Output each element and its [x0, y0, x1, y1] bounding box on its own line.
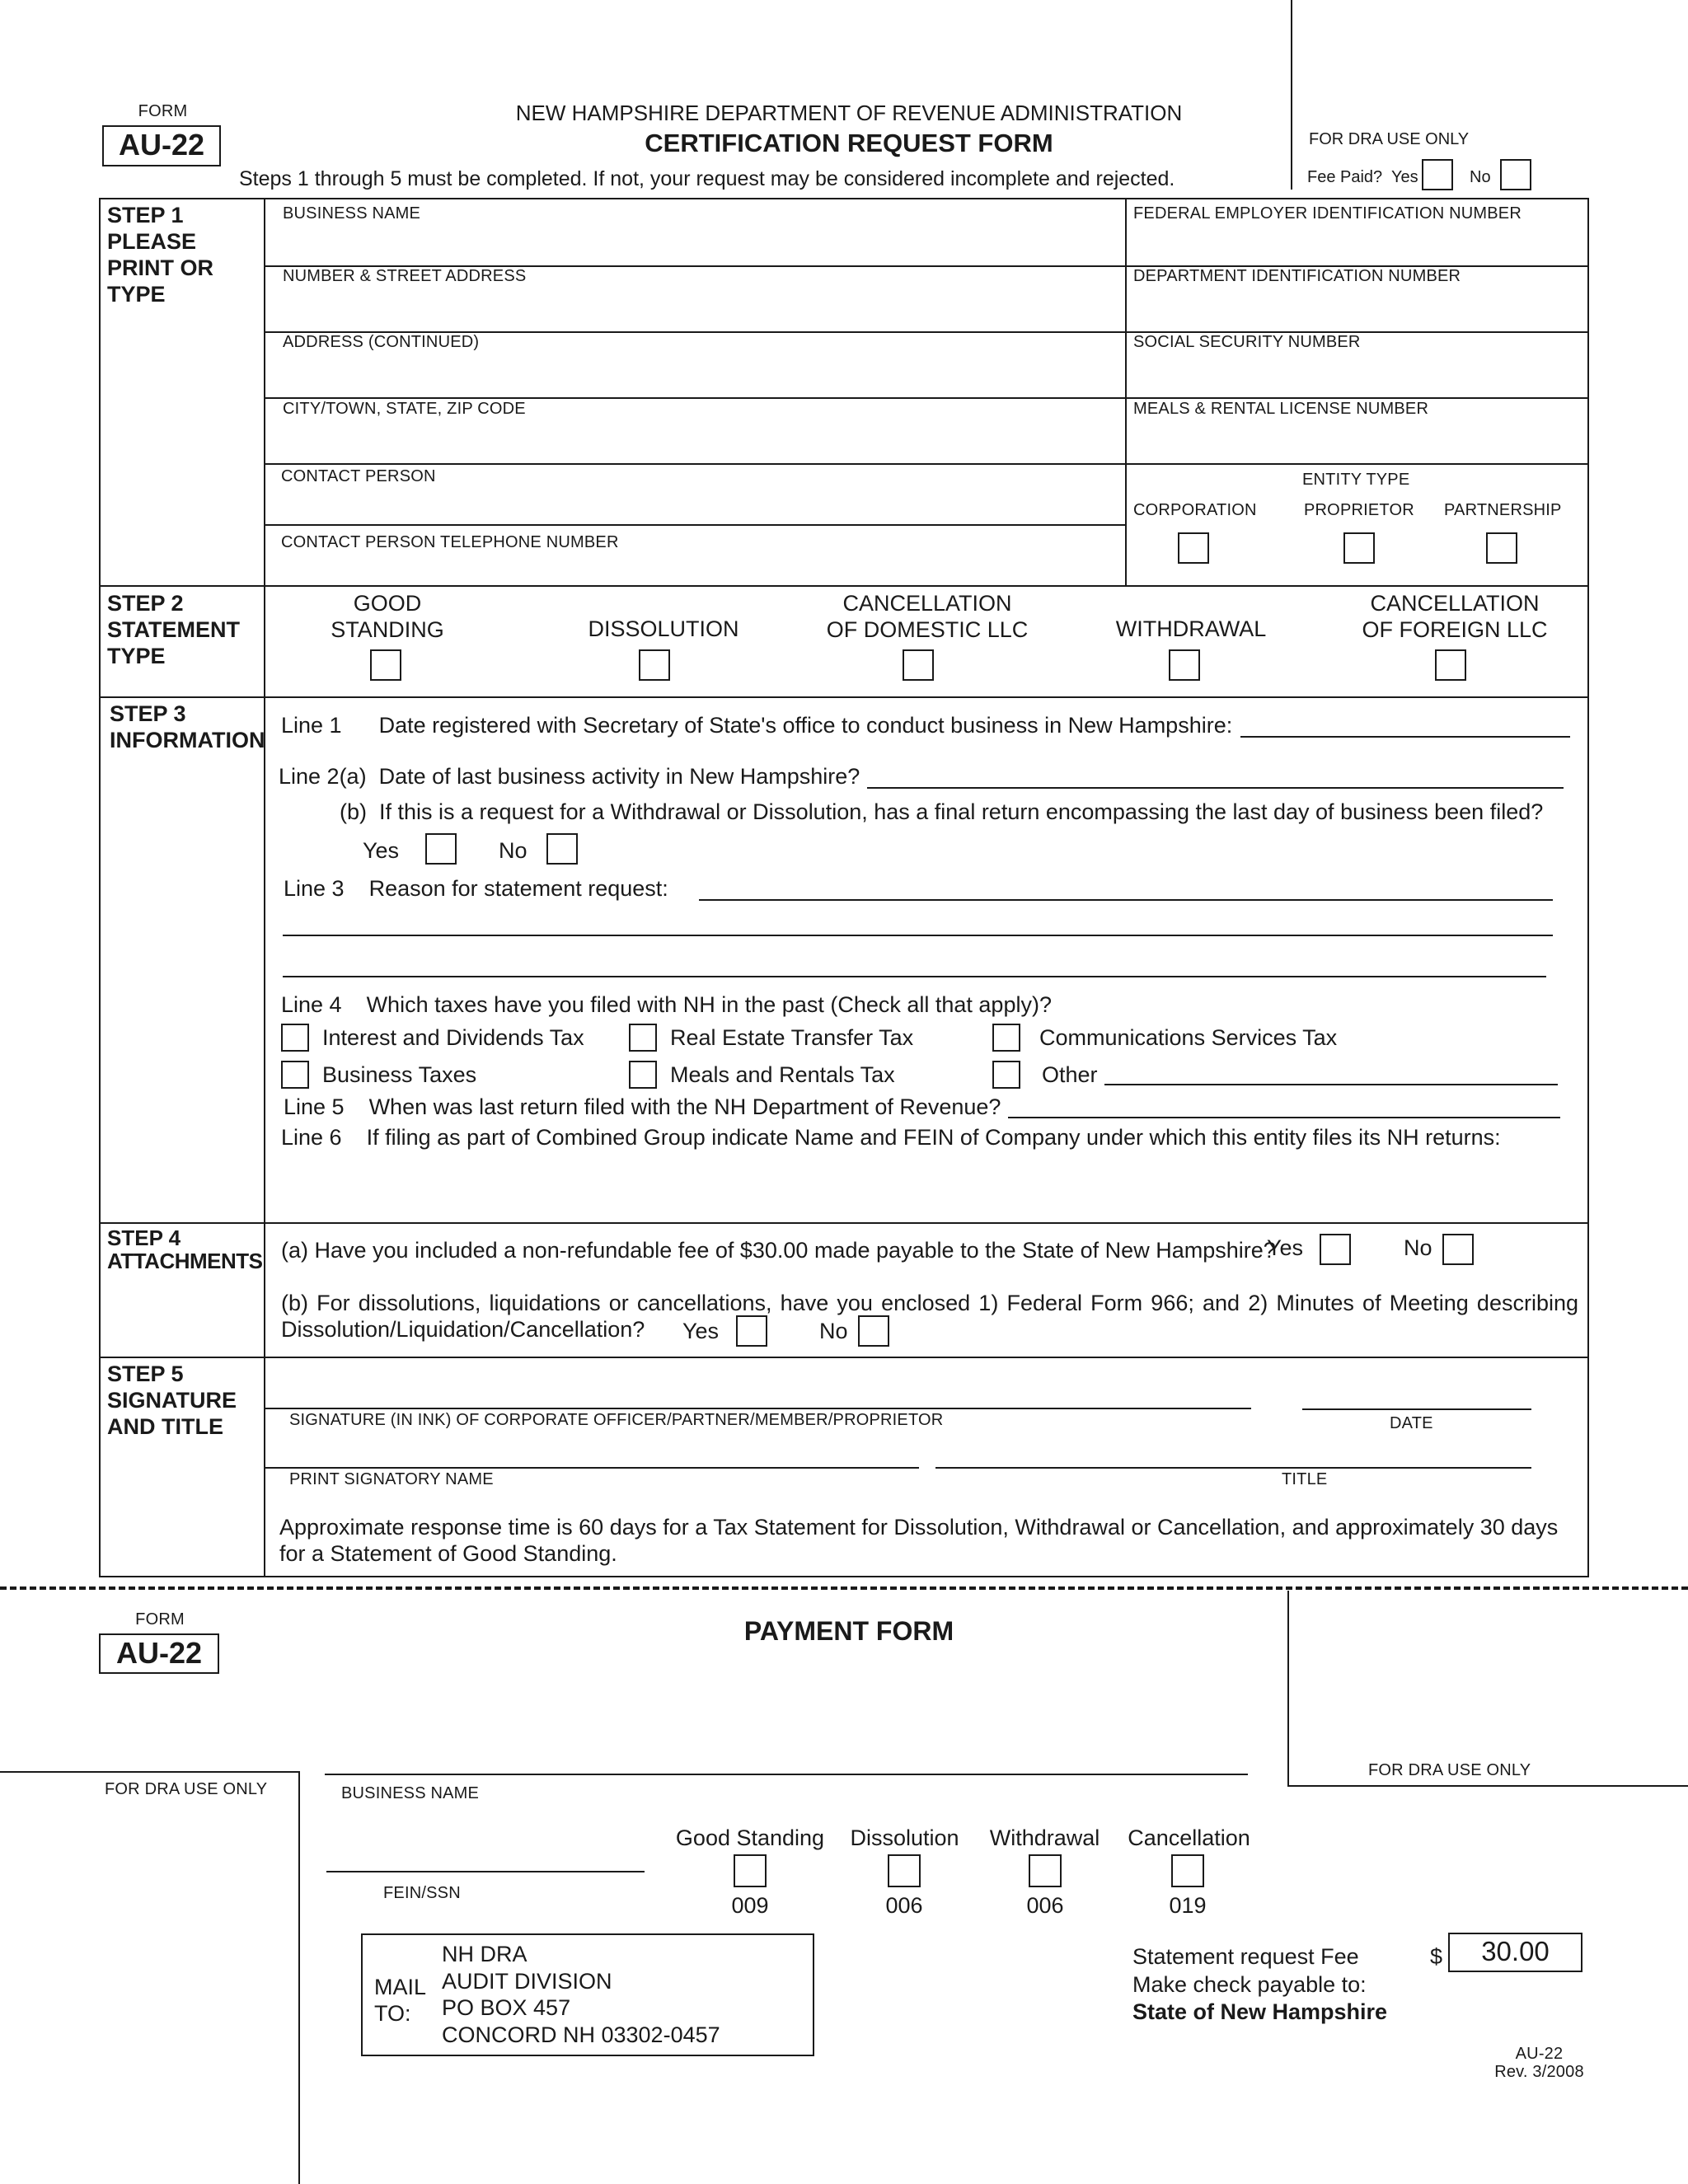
line2b-yes-label: Yes [363, 838, 400, 863]
dra-use-only: FOR DRA USE ONLY [1309, 130, 1470, 148]
line5-answer[interactable] [1008, 1117, 1560, 1118]
city-state-zip-field[interactable]: CITY/TOWN, STATE, ZIP CODE [283, 400, 526, 418]
line3-text: Line 3 Reason for statement request: [284, 876, 668, 901]
form-label: FORM [138, 102, 188, 120]
question-a-no-label: No [1404, 1235, 1432, 1260]
cancel-foreign-checkbox[interactable] [1435, 649, 1466, 681]
payment-option-cancellation-label: Cancellation [1128, 1825, 1250, 1850]
mail-to-label: MAIL TO: [374, 1975, 427, 2026]
fee-amount: 30.00 [1448, 1933, 1582, 1972]
step1-column-divider [1125, 198, 1127, 585]
withdrawal-label: WITHDRAWAL [1115, 616, 1267, 641]
tax-communications-label: Communications Services Tax [1039, 1025, 1338, 1050]
question-b-yes-checkbox[interactable] [736, 1315, 767, 1347]
step2-label: STEP 2 STATEMENT TYPE [107, 591, 240, 668]
address-continued-field[interactable]: ADDRESS (CONTINUED) [283, 333, 480, 351]
line3-answer-2[interactable] [283, 935, 1553, 936]
dissolution-checkbox[interactable] [639, 649, 670, 681]
partnership-checkbox[interactable] [1486, 532, 1517, 564]
left-dra-border-vertical [298, 1771, 300, 2184]
tax-other-answer[interactable] [1104, 1084, 1558, 1085]
tax-other-checkbox[interactable] [992, 1061, 1020, 1089]
line5-text: Line 5 When was last return filed with the NH Department of Revenue? [284, 1094, 1001, 1119]
tax-business-checkbox[interactable] [281, 1061, 309, 1089]
payment-option-withdrawal-checkbox[interactable] [1029, 1854, 1062, 1887]
corporation-label: CORPORATION [1133, 501, 1257, 519]
payment-dra-use-left: FOR DRA USE ONLY [105, 1780, 268, 1798]
withdrawal-checkbox[interactable] [1169, 649, 1200, 681]
good-standing-label: GOOD STANDING [331, 591, 444, 642]
proprietor-label: PROPRIETOR [1304, 501, 1414, 519]
cancel-foreign-label: CANCELLATION OF FOREIGN LLC [1362, 591, 1548, 642]
payment-dra-border-horizontal [1287, 1785, 1688, 1787]
payee-name: State of New Hampshire [1132, 1999, 1388, 2024]
question-b-yes-label: Yes [682, 1319, 720, 1343]
line1-text: Line 1 Date registered with Secretary of State's office to conduct business in New Hampshire: [281, 713, 1233, 738]
ssn-field[interactable]: SOCIAL SECURITY NUMBER [1133, 333, 1361, 351]
question-a-text: (a) Have you included a non-refundable fee of $30.00 made payable to the State of New Hampshire? [281, 1238, 1276, 1263]
business-name-field[interactable]: BUSINESS NAME [283, 204, 421, 223]
title-line[interactable] [935, 1467, 1531, 1469]
line1-answer[interactable] [1240, 736, 1570, 738]
tax-other-label: Other [1042, 1062, 1098, 1087]
question-a-no-checkbox[interactable] [1442, 1234, 1474, 1265]
payment-form-title: PAYMENT FORM [743, 1616, 954, 1646]
date-label: DATE [1390, 1414, 1433, 1432]
step4-divider [99, 1222, 1589, 1224]
good-standing-checkbox[interactable] [370, 649, 401, 681]
agency-name: NEW HAMPSHIRE DEPARTMENT OF REVENUE ADMINISTRATION [515, 101, 1183, 125]
contact-phone-field[interactable]: CONTACT PERSON TELEPHONE NUMBER [281, 533, 619, 551]
line2b-yes-checkbox[interactable] [425, 833, 457, 865]
label-column-divider [264, 198, 265, 1577]
partnership-label: PARTNERSHIP [1444, 501, 1562, 519]
instructions: Steps 1 through 5 must be completed. If not, your request may be considered incomplete and rejected. [239, 167, 1175, 190]
payment-dra-border-vertical [1287, 1591, 1289, 1785]
corporation-checkbox[interactable] [1178, 532, 1209, 564]
payment-form-label: FORM [135, 1610, 185, 1629]
step1-row-line-3 [264, 397, 1589, 399]
tax-communications-checkbox[interactable] [992, 1024, 1020, 1052]
signature-label: SIGNATURE (IN INK) OF CORPORATE OFFICER/PARTNER/MEMBER/PROPRIETOR [289, 1411, 944, 1429]
payment-option-withdrawal-label: Withdrawal [989, 1825, 1100, 1850]
fee-paid-yes-checkbox[interactable] [1422, 159, 1453, 190]
payment-form-number: AU-22 [99, 1633, 219, 1674]
payment-option-dissolution-checkbox[interactable] [888, 1854, 921, 1887]
step5-label: STEP 5 SIGNATURE AND TITLE [107, 1361, 237, 1439]
fee-label: Statement request Fee [1132, 1944, 1359, 1969]
entity-type-label: ENTITY TYPE [1302, 471, 1410, 489]
payment-option-good-standing-code: 009 [731, 1893, 769, 1918]
tax-interest-label: Interest and Dividends Tax [322, 1025, 584, 1050]
payment-option-dissolution-code: 006 [885, 1893, 923, 1918]
print-name-line[interactable] [264, 1467, 919, 1469]
left-dra-border-horizontal [0, 1771, 298, 1773]
line2a-answer[interactable] [867, 787, 1564, 789]
proprietor-checkbox[interactable] [1343, 532, 1375, 564]
currency-symbol: $ [1430, 1944, 1443, 1969]
cancel-domestic-checkbox[interactable] [903, 649, 934, 681]
step1-label: STEP 1 PLEASE PRINT OR TYPE [107, 203, 214, 307]
step5-divider [99, 1357, 1589, 1358]
line3-answer-3[interactable] [283, 976, 1546, 977]
step4-label: STEP 4 ATTACHMENTS [107, 1226, 263, 1273]
tax-meals-checkbox[interactable] [629, 1061, 657, 1089]
page-title: CERTIFICATION REQUEST FORM [645, 129, 1053, 157]
payment-option-cancellation-code: 019 [1169, 1893, 1207, 1918]
street-address-field[interactable]: NUMBER & STREET ADDRESS [283, 267, 527, 285]
line6-answer-area[interactable] [281, 1158, 1575, 1216]
signature-line[interactable] [264, 1408, 1251, 1409]
tax-business-label: Business Taxes [322, 1062, 477, 1087]
mailing-address: NH DRA AUDIT DIVISION PO BOX 457 CONCORD NH 03302-0457 [442, 1942, 720, 2047]
response-time-2: for a Statement of Good Standing. [279, 1541, 617, 1566]
payment-option-withdrawal-code: 006 [1026, 1893, 1064, 1918]
cancel-domestic-label: CANCELLATION OF DOMESTIC LLC [826, 591, 1029, 642]
response-time-1: Approximate response time is 60 days for a Tax Statement for Dissolution, Withdrawal or Cancellation, and approximately 30 days [279, 1515, 1559, 1540]
tax-interest-checkbox[interactable] [281, 1024, 309, 1052]
print-name-label: PRINT SIGNATORY NAME [289, 1470, 494, 1488]
footer-form-number: AU-22 [1515, 2045, 1564, 2063]
line6-text: Line 6 If filing as part of Combined Group indicate Name and FEIN of Company under which this entity files its NH returns: [281, 1125, 1501, 1150]
title-label: TITLE [1282, 1470, 1328, 1488]
line4-text: Line 4 Which taxes have you filed with NH in the past (Check all that apply)? [281, 992, 1052, 1017]
fee-paid-no-label: No [1470, 168, 1491, 186]
tax-real-estate-label: Real Estate Transfer Tax [670, 1025, 914, 1050]
fee-paid-label: Fee Paid? [1307, 168, 1383, 186]
question-b-no-checkbox[interactable] [858, 1315, 889, 1347]
payment-option-good-standing-checkbox[interactable] [734, 1854, 767, 1887]
payment-option-cancellation-checkbox[interactable] [1171, 1854, 1204, 1887]
fein-ssn-line[interactable] [326, 1871, 645, 1872]
footer-revision: Rev. 3/2008 [1494, 2063, 1584, 2081]
line2a-text: Line 2(a) Date of last business activity in New Hampshire? [279, 764, 860, 789]
step3-label: STEP 3 INFORMATION [110, 701, 265, 752]
step1-row-line-4 [264, 463, 1589, 465]
fee-paid-no-checkbox[interactable] [1500, 159, 1531, 190]
tax-meals-label: Meals and Rentals Tax [670, 1062, 895, 1087]
line2b-no-checkbox[interactable] [546, 833, 578, 865]
line3-answer-1[interactable] [699, 899, 1553, 901]
tax-real-estate-checkbox[interactable] [629, 1024, 657, 1052]
payable-to-label: Make check payable to: [1132, 1972, 1367, 1997]
payment-option-good-standing-label: Good Standing [675, 1825, 825, 1850]
fee-paid-yes-label: Yes [1391, 168, 1418, 186]
fein-field[interactable]: FEDERAL EMPLOYER IDENTIFICATION NUMBER [1133, 204, 1522, 223]
form-number: AU-22 [102, 125, 221, 166]
question-a-yes-checkbox[interactable] [1320, 1234, 1351, 1265]
payment-business-name-line[interactable] [325, 1774, 1248, 1775]
question-b-text-1: (b) For dissolutions, liquidations or cancellations, have you enclosed 1) Federal Form 966; and 2) Minutes of Meeting describing [281, 1291, 1578, 1315]
fein-ssn-label: FEIN/SSN [383, 1884, 461, 1902]
contact-person-field[interactable]: CONTACT PERSON [281, 467, 436, 485]
dra-border-vertical [1291, 0, 1292, 190]
payment-business-name-label: BUSINESS NAME [341, 1784, 480, 1802]
dissolution-label: DISSOLUTION [588, 616, 739, 641]
cut-line [0, 1586, 1688, 1590]
meals-license-field[interactable]: MEALS & RENTAL LICENSE NUMBER [1133, 400, 1429, 418]
step2-divider [99, 585, 1589, 587]
step3-divider [99, 696, 1589, 698]
question-a-yes-label: Yes [1267, 1235, 1304, 1260]
question-b-no-label: No [819, 1319, 848, 1343]
payment-option-dissolution-label: Dissolution [850, 1825, 959, 1850]
question-b-text-2: Dissolution/Liquidation/Cancellation? [281, 1317, 645, 1342]
line2b-no-label: No [499, 838, 528, 863]
dept-id-field[interactable]: DEPARTMENT IDENTIFICATION NUMBER [1133, 267, 1461, 285]
date-line[interactable] [1302, 1408, 1531, 1410]
payment-dra-use-right: FOR DRA USE ONLY [1368, 1761, 1531, 1779]
step1-row-line-5 [264, 524, 1125, 526]
line2b-text: (b) If this is a request for a Withdrawal or Dissolution, has a final return encompassing the last day of business been filed? [340, 799, 1544, 824]
